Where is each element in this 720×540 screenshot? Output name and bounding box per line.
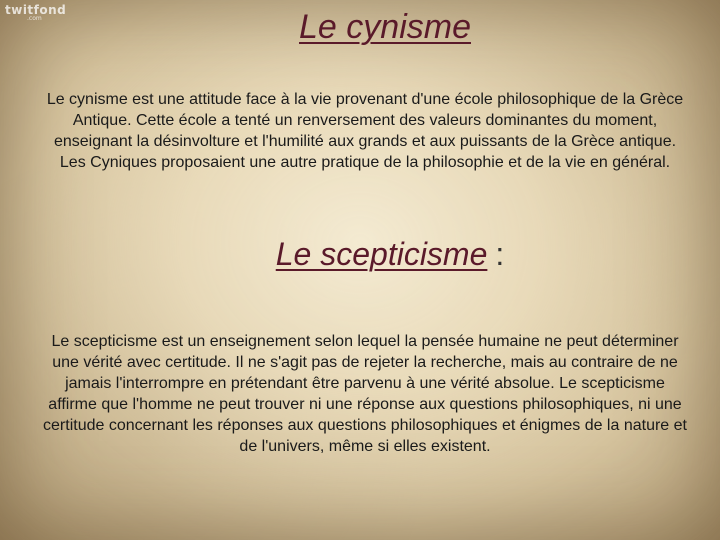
section-title-text: Le cynisme — [299, 8, 471, 46]
section-body-cynisme: Le cynisme est une attitude face à la vie provenant d'une école philosophique de la Grèce Antique. Cette école a tenté un renversement des valeurs dominantes du moment, enseignant la désinvolture et l'humilité aux grands et aux puissants de la Grèce antique. Les Cyniques proposaient une autre pratique de la philosophie et de la vie en général. — [46, 91, 684, 171]
section-title-colon: : — [495, 236, 505, 272]
section-title-cynisme — [25, 8, 720, 47]
section-body-scepticisme: Le scepticisme est un enseignement selon lequel la pensée humaine ne peut déterminer une vérité avec certitude. Il ne s'agit pas de rejeter la recherche, mais au contraire de ne jamais l'interrompre en prétendant être parvenu à une vérité absolue. Le scepticisme affirme que l'homme ne peut trouver ni une réponse aux questions philosophiques, ni une certitude concernant les réponses aux questions philosophiques et énigmes de la nature et de l'univers, même si elles existent. — [43, 333, 687, 455]
watermark-sub: .com — [27, 15, 42, 22]
watermark-main: twitfond — [5, 3, 67, 17]
section-title-scepticisme — [30, 236, 720, 273]
section-title-text: Le scepticisme — [275, 236, 488, 272]
